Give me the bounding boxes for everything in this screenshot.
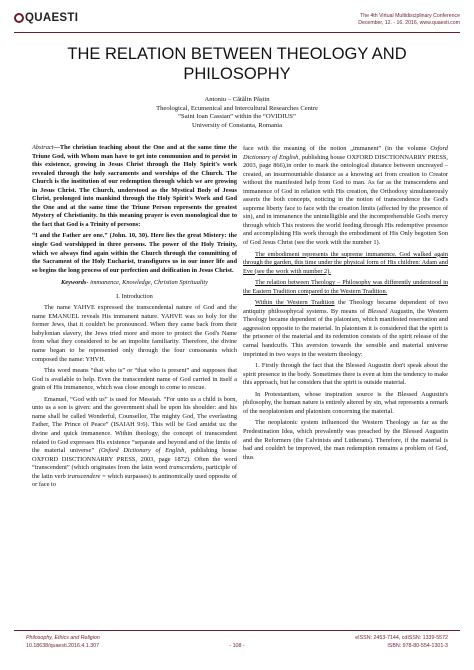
page-header xyxy=(14,10,460,40)
right-column xyxy=(243,145,448,465)
keywords-label: Keywords xyxy=(61,279,87,287)
eissn-text: eISSN: 2453-7144, cdISSN: 1339-5572 xyxy=(355,635,448,641)
paragraph: The neoplatonic system influenced the Western Theology as far as the Predestination Idea, which prevalently was preached by the Blessed Augustin and the Reformers (the Calvinists and Lutherans). Therefore, if the material is bad and couldn't be improved, the man redemption remains a problem of God, thus xyxy=(243,419,448,461)
abstract-text: —The christian teaching about the One and at the same time the Triune God, with Whom man have to get into communion and to persist in this existence, growing in Jesus Christ through the Holy Spirit's work revealed through the holy sacraments and worships of the Church. The Church is the institution of our redemption through which we are growing in Jesus Christ. The Church, understood as the Mystical Body of Jesus Christ, prolonged into mankind through the Holy Spirit's Work and God the One and at the same time the Triune Person represents the greatest Mystery of Christianity. In this meaning prayer is even monological due to the fact that God is a Trinity of persons: xyxy=(32,144,237,228)
paragraph xyxy=(243,145,448,248)
author-block xyxy=(60,96,414,130)
paragraph-text: the Theology became dependent of two antiquity philosophycal systems. By means of xyxy=(243,299,449,315)
underlined-text: Within the Western Tradition xyxy=(255,299,335,307)
paragraph: The embodiment represents the supreme immanence. God walked again through the garden, this time under the physical form of His children: Adam and Eve (see the work with number 2). xyxy=(243,250,448,275)
latin-term: transcendere xyxy=(67,472,101,480)
section-heading: I. Introduction xyxy=(116,292,153,300)
journal-section: Philosophy, Ethics and Religion xyxy=(26,635,100,641)
abstract-label: Abstract xyxy=(32,144,54,151)
keywords-text: - immanence, Knowledge, Christian Spirituality xyxy=(86,279,208,287)
logo-circle-icon xyxy=(14,13,24,23)
conference-line: The 4th Virtual Multidisciplinary Conference xyxy=(360,13,460,19)
logo-text: QUAESTI xyxy=(25,12,79,24)
quaesti-logo xyxy=(14,12,78,24)
page-number: - 108 - xyxy=(229,643,245,649)
paragraph: The relation between Theology – Philosophy was differently understood in the Eastern Tradition compared to the Western Tradition. xyxy=(243,279,448,295)
header-divider xyxy=(14,32,460,33)
abstract xyxy=(32,144,237,229)
affiliation-line: University of Constanta, Romania xyxy=(191,121,283,129)
citation: Oxford Dictionary of English xyxy=(243,145,448,161)
paragraph-text: face with the meaning of the notion „immanent” (in the volume xyxy=(243,145,427,152)
paragraph-text: , publishing house OXFORD DISCTIONNARRY PRESS, 2003, page 1872). Often the word “transcendent” (which originates from the latin word xyxy=(32,447,237,472)
paragraph: The name YAHVE expressed the transcendental nature of God and the name EMANUEL reveals His immanent nature. YAHVE was so holy for the former Jews, that it couldn't be pronounced. When they came back from their babylonian slavery, the Jews tried more and more to protect the God's Name from what they considered to be an impolite familiarity. Therefore, the divine name began to be represented only through the four consonants which composed the name: YHVH. xyxy=(32,304,237,363)
emphasis-text: Blessed xyxy=(367,307,388,315)
conference-date: December, 12. - 16. 2016, www.quaesti.com xyxy=(358,20,460,26)
isbn-text: ISBN: 978-80-554-1301-3 xyxy=(387,643,448,649)
left-column xyxy=(32,144,237,493)
paragraph: This word means “that who is” or “that who is present” and supposes that God is available to help. Even the transcendent name of God carried in itself a grain of His immanence, which was close enough to come to rescue. xyxy=(32,367,237,392)
paper-title: THE RELATION BETWEEN THEOLOGY AND PHILOSOPHY xyxy=(67,45,407,83)
paragraph-text: Emanuel, “God with us” is used for Messiah. “For unto us a child is born, unto us a son is given: and the government shall be upon his shoulder: and his name shall be called Wonderful, Counsellor, The mighty God, The everlasting Father, The Prince of Peace” (ISAIAH 9:6). This will be God amidst us: the divine and quick immanence. Within theology, the concept of transcendent related to God expresses His existence “separate and beyond and of the limits of the material universe” xyxy=(32,395,237,455)
doi-link[interactable]: 10.18638/quaesti.2016.4.1.307 xyxy=(26,643,100,649)
footer-divider xyxy=(14,630,460,631)
paragraph-text: Augustin, the Western Theology became dependent of the platonism, which manifested reservation and aggression opposite to the material. In platonism it is considered that the spirit is the prisoner of the material and its redemtion consists of the spirit release of the carnal handcuffs. This aversion towards the sensible and material universe imprinted in two ways in the western theology: xyxy=(243,307,448,358)
paragraph-text: , publishing house OXFORD DISCTIONNARRY PRESS, 2003, page 866),in order to mark the ontological distance between uncreayed – created, an insurmountable distance as a knowing act from creation to Creator without the manifested help from God to man. As far as the transcendens and immanence of God in relation with His creation, the Orthodoxy simultaneously asserts the both concepts, noticing in the notion of transcendence the God's supreme liberty face to face with the creation limits (affected by the presence of sin), and in immanence the unintelligible and the incomprehensible God's mercy through which This restores the world feeding through His redemptive presence and accomplishing His work through the embodiment of His Only begotten Son of God Jesus Christ (see the work with the number 1). xyxy=(243,153,448,247)
paragraph xyxy=(32,396,237,490)
citation: (Oxford Dictionary of English xyxy=(98,447,185,455)
conference-info xyxy=(358,13,460,27)
paragraph-text: , participle of the latin verb xyxy=(32,464,237,480)
keywords xyxy=(32,279,237,288)
footer-right xyxy=(355,634,448,650)
affiliation-line: Theological, Ecumenical and Intercultural Researches Centre xyxy=(156,104,318,112)
paragraph: 1. Firstly through the fact that the Blessed Augustin don't speak about the spirit presence in the body. Sometimes there is even at him the tendency to make this approach, but he considers that the spirit is outside material. xyxy=(243,362,448,387)
author-name: Antoniu – Cătălin Păștin xyxy=(204,96,270,103)
paragraph: In Protestantism, whose inspiration source is the Blessed Augustin's philosophy, the human nature is entirely altered by sin, what represents a remark of the neoplatonism and platonism concerning the material. xyxy=(243,390,448,415)
latin-term: transcendens xyxy=(169,464,203,472)
affiliation-line: “Saint Ioan Cassian” within the “OVIDIUS” xyxy=(178,113,296,121)
abstract-quote: “I and the Father are one.” (John. 10, 30). Here lies the great Mistery: the single God worshipped in three persons. The power of the Holy Trinity, which we always find again within the Church through the committing of the Sacrament of the Holy Eucharist, transfigures us in our inner life and so begins the long process of our perfection and deification in Jesus Christ. xyxy=(32,232,237,274)
paragraph xyxy=(243,299,448,359)
paragraph-text: = which surpasses) is antinomically used opposite of or face to xyxy=(32,472,238,489)
